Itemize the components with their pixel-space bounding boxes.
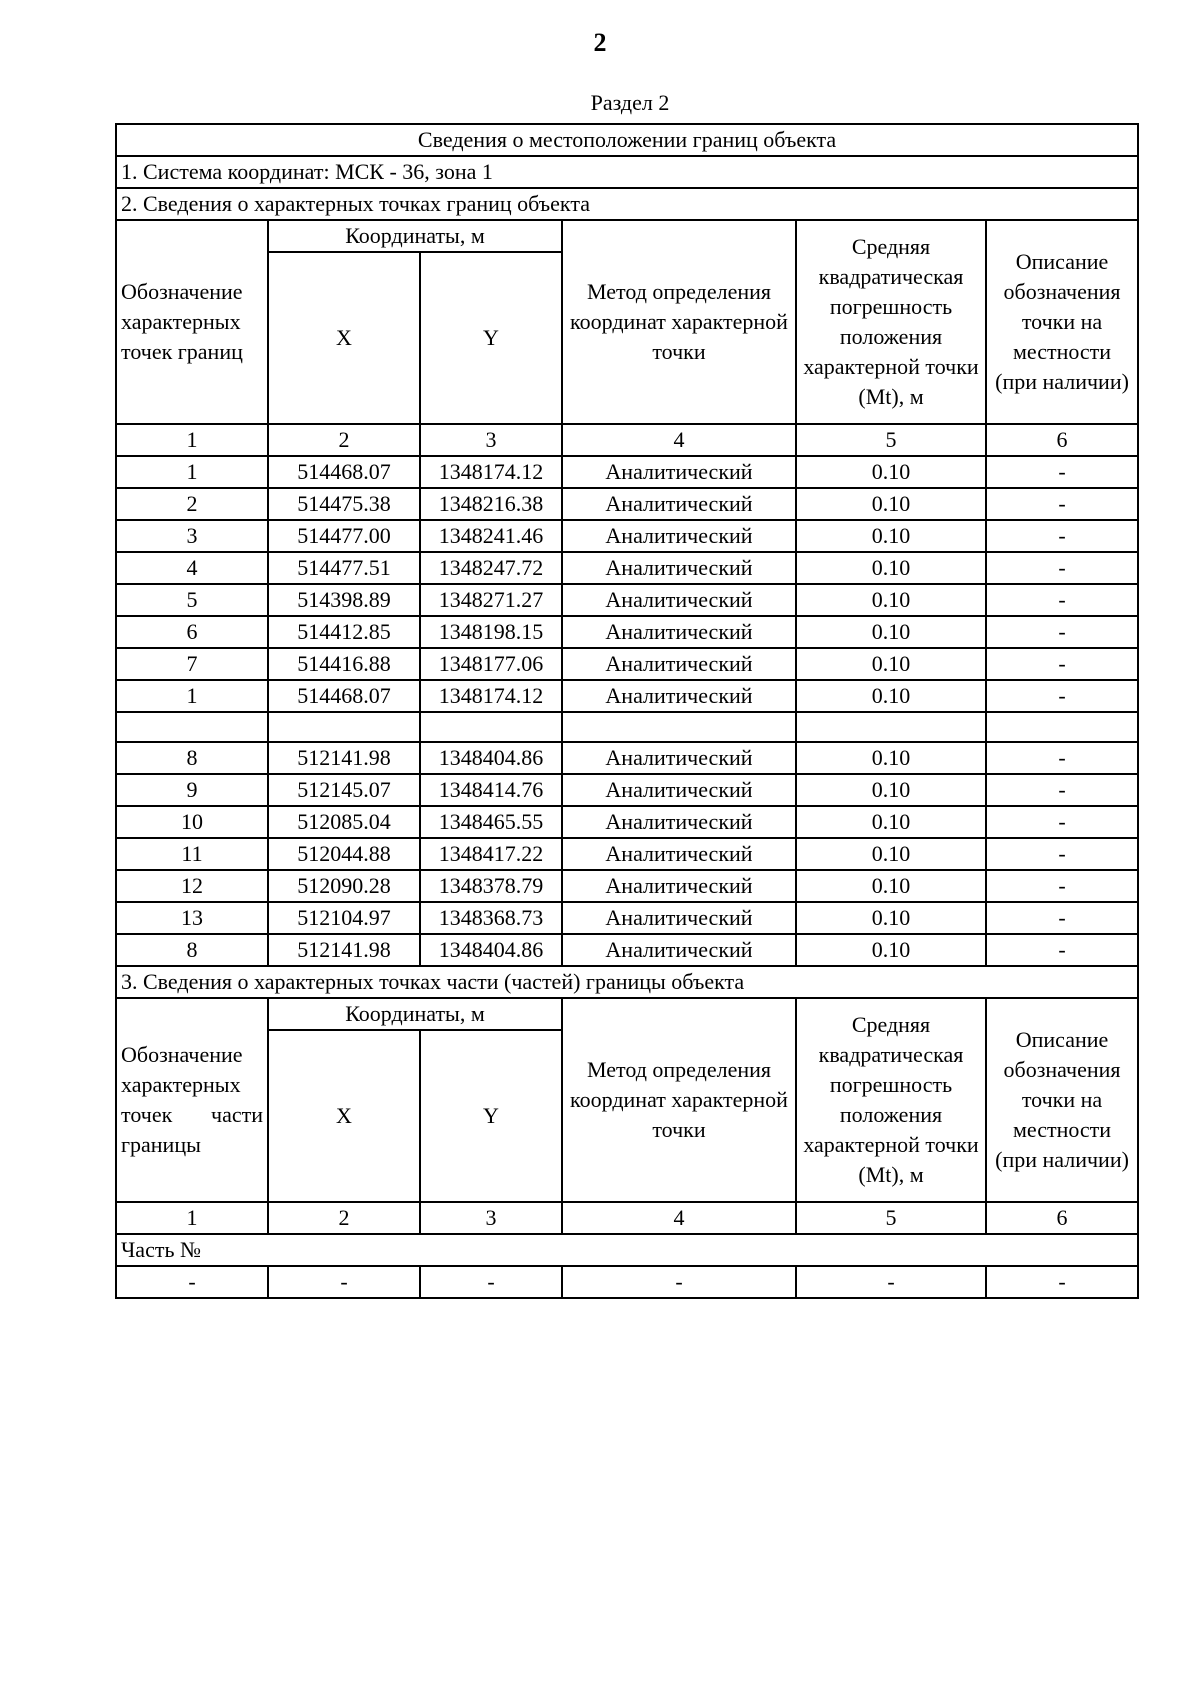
block2-title-row <box>116 188 1138 220</box>
mt-cell: 0.10 <box>796 774 986 806</box>
x-header: X <box>268 1030 420 1202</box>
method-cell: Аналитический <box>562 806 796 838</box>
table-title: Сведения о местоположении границ объекта <box>116 124 1138 156</box>
y-cell: 1348378.79 <box>420 870 562 902</box>
block3-header-row-1 <box>116 998 1138 1030</box>
method-cell: Аналитический <box>562 870 796 902</box>
table-title-row <box>116 124 1138 156</box>
error-header: Средняя квадратическая погрешность положения характерной точки (Mt), м <box>796 998 986 1202</box>
coords-header: Координаты, м <box>268 998 562 1030</box>
y-cell: 1348174.12 <box>420 680 562 712</box>
method-header: Метод определения координат характерной точки <box>562 220 796 424</box>
method-cell: Аналитический <box>562 616 796 648</box>
mt-cell: 0.10 <box>796 870 986 902</box>
coords-header: Координаты, м <box>268 220 562 252</box>
method-cell: Аналитический <box>562 552 796 584</box>
y-cell: 1348465.55 <box>420 806 562 838</box>
x-cell: 512044.88 <box>268 838 420 870</box>
table-row <box>116 584 1138 616</box>
x-cell: 512090.28 <box>268 870 420 902</box>
block3-title: 3. Сведения о характерных точках части (частей) границы объекта <box>116 966 1138 998</box>
y-cell: 1348368.73 <box>420 902 562 934</box>
point-id-cell: 10 <box>116 806 268 838</box>
mt-cell: 0.10 <box>796 616 986 648</box>
table-row <box>116 934 1138 966</box>
coord-system-row <box>116 156 1138 188</box>
part-cell: - <box>562 1266 796 1298</box>
mt-cell: 0.10 <box>796 648 986 680</box>
mt-cell: 0.10 <box>796 934 986 966</box>
method-cell: Аналитический <box>562 838 796 870</box>
empty-separator-row <box>116 712 1138 742</box>
col1-header-part: Обозначение характерных точек части границы <box>116 998 268 1202</box>
mt-cell: 0.10 <box>796 488 986 520</box>
table-row <box>116 742 1138 774</box>
point-id-cell: 5 <box>116 584 268 616</box>
part-cell: - <box>986 1266 1138 1298</box>
y-cell: 1348198.15 <box>420 616 562 648</box>
description-header: Описание обозначения точки на местности (при наличии) <box>986 220 1138 424</box>
x-cell: 514477.00 <box>268 520 420 552</box>
column-number: 2 <box>268 1202 420 1234</box>
method-cell: Аналитический <box>562 742 796 774</box>
table-row <box>116 902 1138 934</box>
description-header: Описание обозначения точки на местности (при наличии) <box>986 998 1138 1202</box>
point-id-cell: 1 <box>116 456 268 488</box>
x-cell: 512145.07 <box>268 774 420 806</box>
description-cell: - <box>986 680 1138 712</box>
column-number: 4 <box>562 1202 796 1234</box>
table-row <box>116 806 1138 838</box>
point-id-cell: 13 <box>116 902 268 934</box>
part-cell: - <box>796 1266 986 1298</box>
description-cell: - <box>986 488 1138 520</box>
method-cell: Аналитический <box>562 488 796 520</box>
column-number: 6 <box>986 1202 1138 1234</box>
part-label: Часть № <box>116 1234 1138 1266</box>
point-id-cell: 2 <box>116 488 268 520</box>
part-cell: - <box>420 1266 562 1298</box>
block3-title-row <box>116 966 1138 998</box>
table-row <box>116 648 1138 680</box>
y-cell: 1348404.86 <box>420 934 562 966</box>
y-cell: 1348177.06 <box>420 648 562 680</box>
description-cell: - <box>986 902 1138 934</box>
x-cell: 514475.38 <box>268 488 420 520</box>
point-id-cell: 3 <box>116 520 268 552</box>
block2-header-row-1 <box>116 220 1138 252</box>
description-cell: - <box>986 742 1138 774</box>
block2-title: 2. Сведения о характерных точках границ объекта <box>116 188 1138 220</box>
description-cell: - <box>986 838 1138 870</box>
description-cell: - <box>986 616 1138 648</box>
table-row <box>116 552 1138 584</box>
point-id-cell: 12 <box>116 870 268 902</box>
point-id-cell: 9 <box>116 774 268 806</box>
y-cell: 1348404.86 <box>420 742 562 774</box>
mt-cell: 0.10 <box>796 552 986 584</box>
method-cell: Аналитический <box>562 774 796 806</box>
mt-cell: 0.10 <box>796 680 986 712</box>
method-cell: Аналитический <box>562 934 796 966</box>
mt-cell: 0.10 <box>796 838 986 870</box>
table-row <box>116 488 1138 520</box>
column-number: 3 <box>420 424 562 456</box>
x-cell: 512104.97 <box>268 902 420 934</box>
column-number: 1 <box>116 424 268 456</box>
block2-column-numbers <box>116 424 1138 456</box>
table-row <box>116 616 1138 648</box>
point-id-cell: 8 <box>116 934 268 966</box>
y-cell: 1348271.27 <box>420 584 562 616</box>
table-row <box>116 680 1138 712</box>
y-cell: 1348216.38 <box>420 488 562 520</box>
method-cell: Аналитический <box>562 680 796 712</box>
y-cell: 1348241.46 <box>420 520 562 552</box>
point-id-cell: 7 <box>116 648 268 680</box>
column-number: 4 <box>562 424 796 456</box>
point-id-cell: 8 <box>116 742 268 774</box>
description-cell: - <box>986 806 1138 838</box>
part-data-row <box>116 1266 1138 1298</box>
mt-cell: 0.10 <box>796 902 986 934</box>
column-number: 6 <box>986 424 1138 456</box>
x-cell: 514468.07 <box>268 456 420 488</box>
mt-cell: 0.10 <box>796 584 986 616</box>
x-cell: 514416.88 <box>268 648 420 680</box>
x-cell: 512085.04 <box>268 806 420 838</box>
y-cell: 1348417.22 <box>420 838 562 870</box>
part-cell: - <box>116 1266 268 1298</box>
point-id-cell: 1 <box>116 680 268 712</box>
part-cell: - <box>268 1266 420 1298</box>
method-cell: Аналитический <box>562 456 796 488</box>
y-cell: 1348414.76 <box>420 774 562 806</box>
y-header: Y <box>420 1030 562 1202</box>
x-cell: 514398.89 <box>268 584 420 616</box>
table-row <box>116 456 1138 488</box>
x-cell: 514477.51 <box>268 552 420 584</box>
column-number: 5 <box>796 1202 986 1234</box>
description-cell: - <box>986 552 1138 584</box>
x-cell: 512141.98 <box>268 934 420 966</box>
point-id-cell: 4 <box>116 552 268 584</box>
page-number: 2 <box>593 28 607 57</box>
column-number: 2 <box>268 424 420 456</box>
method-cell: Аналитический <box>562 520 796 552</box>
mt-cell: 0.10 <box>796 520 986 552</box>
table-row <box>116 870 1138 902</box>
x-cell: 514412.85 <box>268 616 420 648</box>
error-header: Средняя квадратическая погрешность положения характерной точки (Mt), м <box>796 220 986 424</box>
x-cell: 514468.07 <box>268 680 420 712</box>
description-cell: - <box>986 774 1138 806</box>
y-cell: 1348247.72 <box>420 552 562 584</box>
method-header: Метод определения координат характерной точки <box>562 998 796 1202</box>
description-cell: - <box>986 520 1138 552</box>
description-cell: - <box>986 870 1138 902</box>
description-cell: - <box>986 456 1138 488</box>
section-title: Раздел 2 <box>590 90 670 115</box>
column-number: 1 <box>116 1202 268 1234</box>
mt-cell: 0.10 <box>796 456 986 488</box>
part-label-row <box>116 1234 1138 1266</box>
y-header: Y <box>420 252 562 424</box>
description-cell: - <box>986 584 1138 616</box>
col1-header: Обозначение характерных точек границ <box>116 220 268 424</box>
coord-system: 1. Система координат: МСК - 36, зона 1 <box>116 156 1138 188</box>
x-cell: 512141.98 <box>268 742 420 774</box>
block3-column-numbers <box>116 1202 1138 1234</box>
method-cell: Аналитический <box>562 584 796 616</box>
column-number: 5 <box>796 424 986 456</box>
method-cell: Аналитический <box>562 902 796 934</box>
description-cell: - <box>986 934 1138 966</box>
column-number: 3 <box>420 1202 562 1234</box>
point-id-cell: 11 <box>116 838 268 870</box>
x-header: X <box>268 252 420 424</box>
point-id-cell: 6 <box>116 616 268 648</box>
y-cell: 1348174.12 <box>420 456 562 488</box>
method-cell: Аналитический <box>562 648 796 680</box>
description-cell: - <box>986 648 1138 680</box>
mt-cell: 0.10 <box>796 742 986 774</box>
table-row <box>116 520 1138 552</box>
table-row <box>116 838 1138 870</box>
table-row <box>116 774 1138 806</box>
boundary-table <box>115 123 1139 1299</box>
mt-cell: 0.10 <box>796 806 986 838</box>
